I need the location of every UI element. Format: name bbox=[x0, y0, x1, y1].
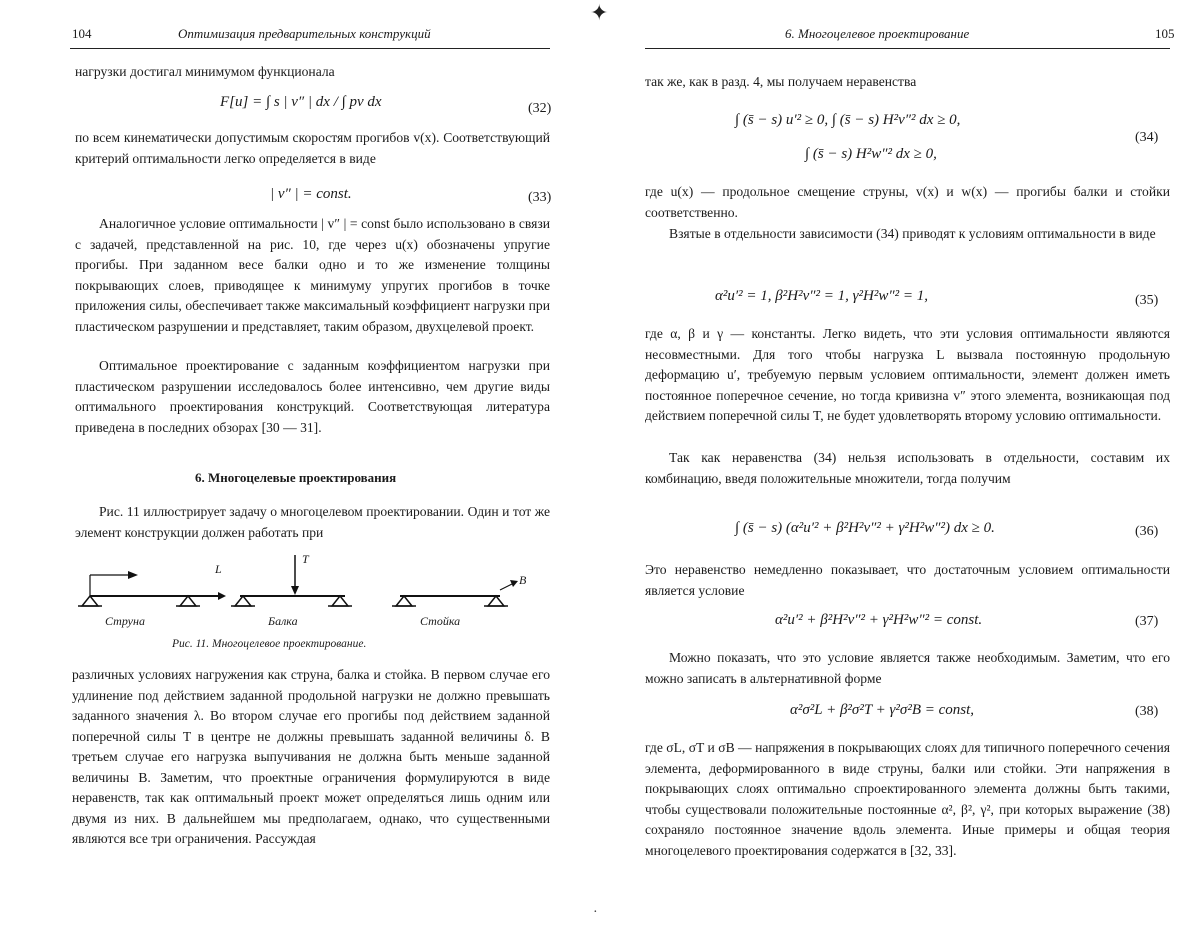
equation-number: (32) bbox=[528, 101, 552, 116]
paragraph: различных условиях нагружения как струна, балка и стойка. В первом случае его удлинение под действием заданной продольной нагрузки не должно превышать заданного значения λ. Во втором случае его прогибы под действием заданной поперечной силы T в центре не должны превышать заданной величины δ. В третьем случае его нагрузка выпучивания не должна быть меньше заданной величины B. Заметим, что проектные ограничения формулируются в виде неравенств, так как оптимальный проект может определяться лишь одним или двумя из них. В дальнейшем мы предполагаем, однако, что существенными являются все три ограничения. Рассуждая bbox=[72, 667, 550, 846]
paragraph: Можно показать, что это условие является также необходимым. Заметим, что его можно записать в альтернативной форме bbox=[645, 650, 1170, 686]
figure-label: B bbox=[519, 573, 527, 587]
equation-37: α²u′² + β²H²v″² + γ²H²w″² = const. bbox=[775, 612, 983, 628]
equation-33: | v″ | = const. bbox=[270, 186, 352, 202]
paragraph: Это неравенство немедленно показывает, что достаточным условием оптимальности является условие bbox=[645, 562, 1170, 598]
paragraph: где σL, σT и σB — напряжения в покрывающих слоях для типичного поперечного сечения элемента, деформированного в виде струны, балки или стойки. Эти напряжения в покрывающих слоях оптимально спроектированного элемента должны быть такими, чтобы существовали положительные постоянные α², β², γ², при которых выражение (38) сохраняло постоянное значение вдоль элемента. Иные примеры и общая теория многоцелевого проектирования содержатся в [32, 33]. bbox=[645, 740, 1170, 858]
right-page bbox=[615, 0, 1200, 943]
equation-number: (38) bbox=[1135, 704, 1159, 719]
equation-number: (33) bbox=[528, 190, 552, 205]
equation-38: α²σ²L + β²σ²T + γ²σ²B = const, bbox=[790, 702, 975, 718]
equation-34b: ∫ (s̄ − s) H²w″² dx ≥ 0, bbox=[805, 146, 937, 162]
paragraph: Аналогичное условие оптимальности | v″ | = const было использовано в связи с задачей, представленной на рис. 10, где через u(x) обозначены упругие прогибы. При заданном весе балки одно и то же изменение толщины покрывающих слоев, приводящее к минимуму упругих прогибов в точке приложения силы, обеспечивает также максимальный коэффициент нагрузки при пластическом разрушении и представляет, таким образом, двухцелевой проект. bbox=[75, 216, 550, 334]
running-head-right: 6. Многоцелевое проектирование bbox=[785, 26, 970, 41]
gutter bbox=[585, 0, 615, 943]
equation-34a: ∫ (s̄ − s) u′² ≥ 0, ∫ (s̄ − s) H²v″² dx ≥ 0, bbox=[735, 112, 961, 128]
figure-sublabel: Стойка bbox=[420, 614, 461, 628]
equation-number: (34) bbox=[1135, 130, 1159, 145]
equation-35: α²u′² = 1, β²H²v″² = 1, γ²H²w″² = 1, bbox=[715, 288, 928, 304]
equation-32: F[u] = ∫ s | v″ | dx / ∫ pv dx bbox=[220, 94, 382, 110]
header-rule-left bbox=[70, 48, 550, 49]
paragraph: где u(x) — продольное смещение струны, v(x) и w(x) — прогибы балки и стойки соответственно. bbox=[645, 184, 1170, 220]
paragraph: Взятые в отдельности зависимости (34) приводят к условиям оптимальности в виде bbox=[669, 226, 1156, 241]
scan-mark: ✦ bbox=[590, 0, 609, 25]
scan-dot: · bbox=[593, 905, 598, 920]
page-number-left: 104 bbox=[72, 26, 92, 41]
paragraph: Оптимальное проектирование с заданным коэффициентом нагрузки при пластическом разрушении исследовалось более интенсивно, чем другие виды оптимального проектирования конструкций. Соответствующая литература приведена в последних обзорах [30 — 31]. bbox=[75, 358, 550, 435]
paragraph: Рис. 11 иллюстрирует задачу о многоцелевом проектировании. Один и тот же элемент конструкции должен работать при bbox=[75, 504, 550, 540]
paragraph: так же, как в разд. 4, мы получаем неравенства bbox=[645, 74, 917, 89]
header-rule-right bbox=[645, 48, 1170, 49]
equation-number: (35) bbox=[1135, 293, 1159, 308]
figure-sublabel: Струна bbox=[105, 614, 145, 628]
section-heading: 6. Многоцелевые проектирования bbox=[195, 470, 397, 485]
paragraph: по всем кинематически допустимым скоростям прогибов v(x). Соответствующий критерий оптимальности легко определяется в виде bbox=[75, 130, 550, 166]
paragraph: Так как неравенства (34) нельзя использовать в отдельности, составим их комбинацию, введя положительные множители, тогда получим bbox=[645, 450, 1170, 486]
figure-caption: Рис. 11. Многоцелевое проектирование. bbox=[172, 638, 367, 650]
equation-36: ∫ (s̄ − s) (α²u′² + β²H²v″² + γ²H²w″²) dx ≥ 0. bbox=[735, 520, 995, 536]
paragraph: где α, β и γ — константы. Легко видеть, что эти условия оптимальности являются несовместными. Для того чтобы нагрузка L вызвала постоянную продольную деформацию u′, требуемую первым условием оптимальности, элемент должен иметь постоянное поперечное сечение, но тогда кривизна v″ этого элемента, возникающая под действием поперечной силы T, не будет удовлетворять второму условию оптимальности. bbox=[645, 326, 1170, 423]
equation-number: (36) bbox=[1135, 524, 1159, 539]
page-number-right: 105 bbox=[1155, 26, 1175, 41]
running-head-left: Оптимизация предварительных конструкций bbox=[178, 26, 431, 41]
figure-label: T bbox=[302, 552, 309, 566]
equation-number: (37) bbox=[1135, 614, 1159, 629]
figure-label: L bbox=[215, 562, 222, 576]
figure-sublabel: Балка bbox=[268, 614, 298, 628]
left-page bbox=[0, 0, 585, 943]
paragraph: нагрузки достигал минимумом функционала bbox=[75, 64, 335, 79]
